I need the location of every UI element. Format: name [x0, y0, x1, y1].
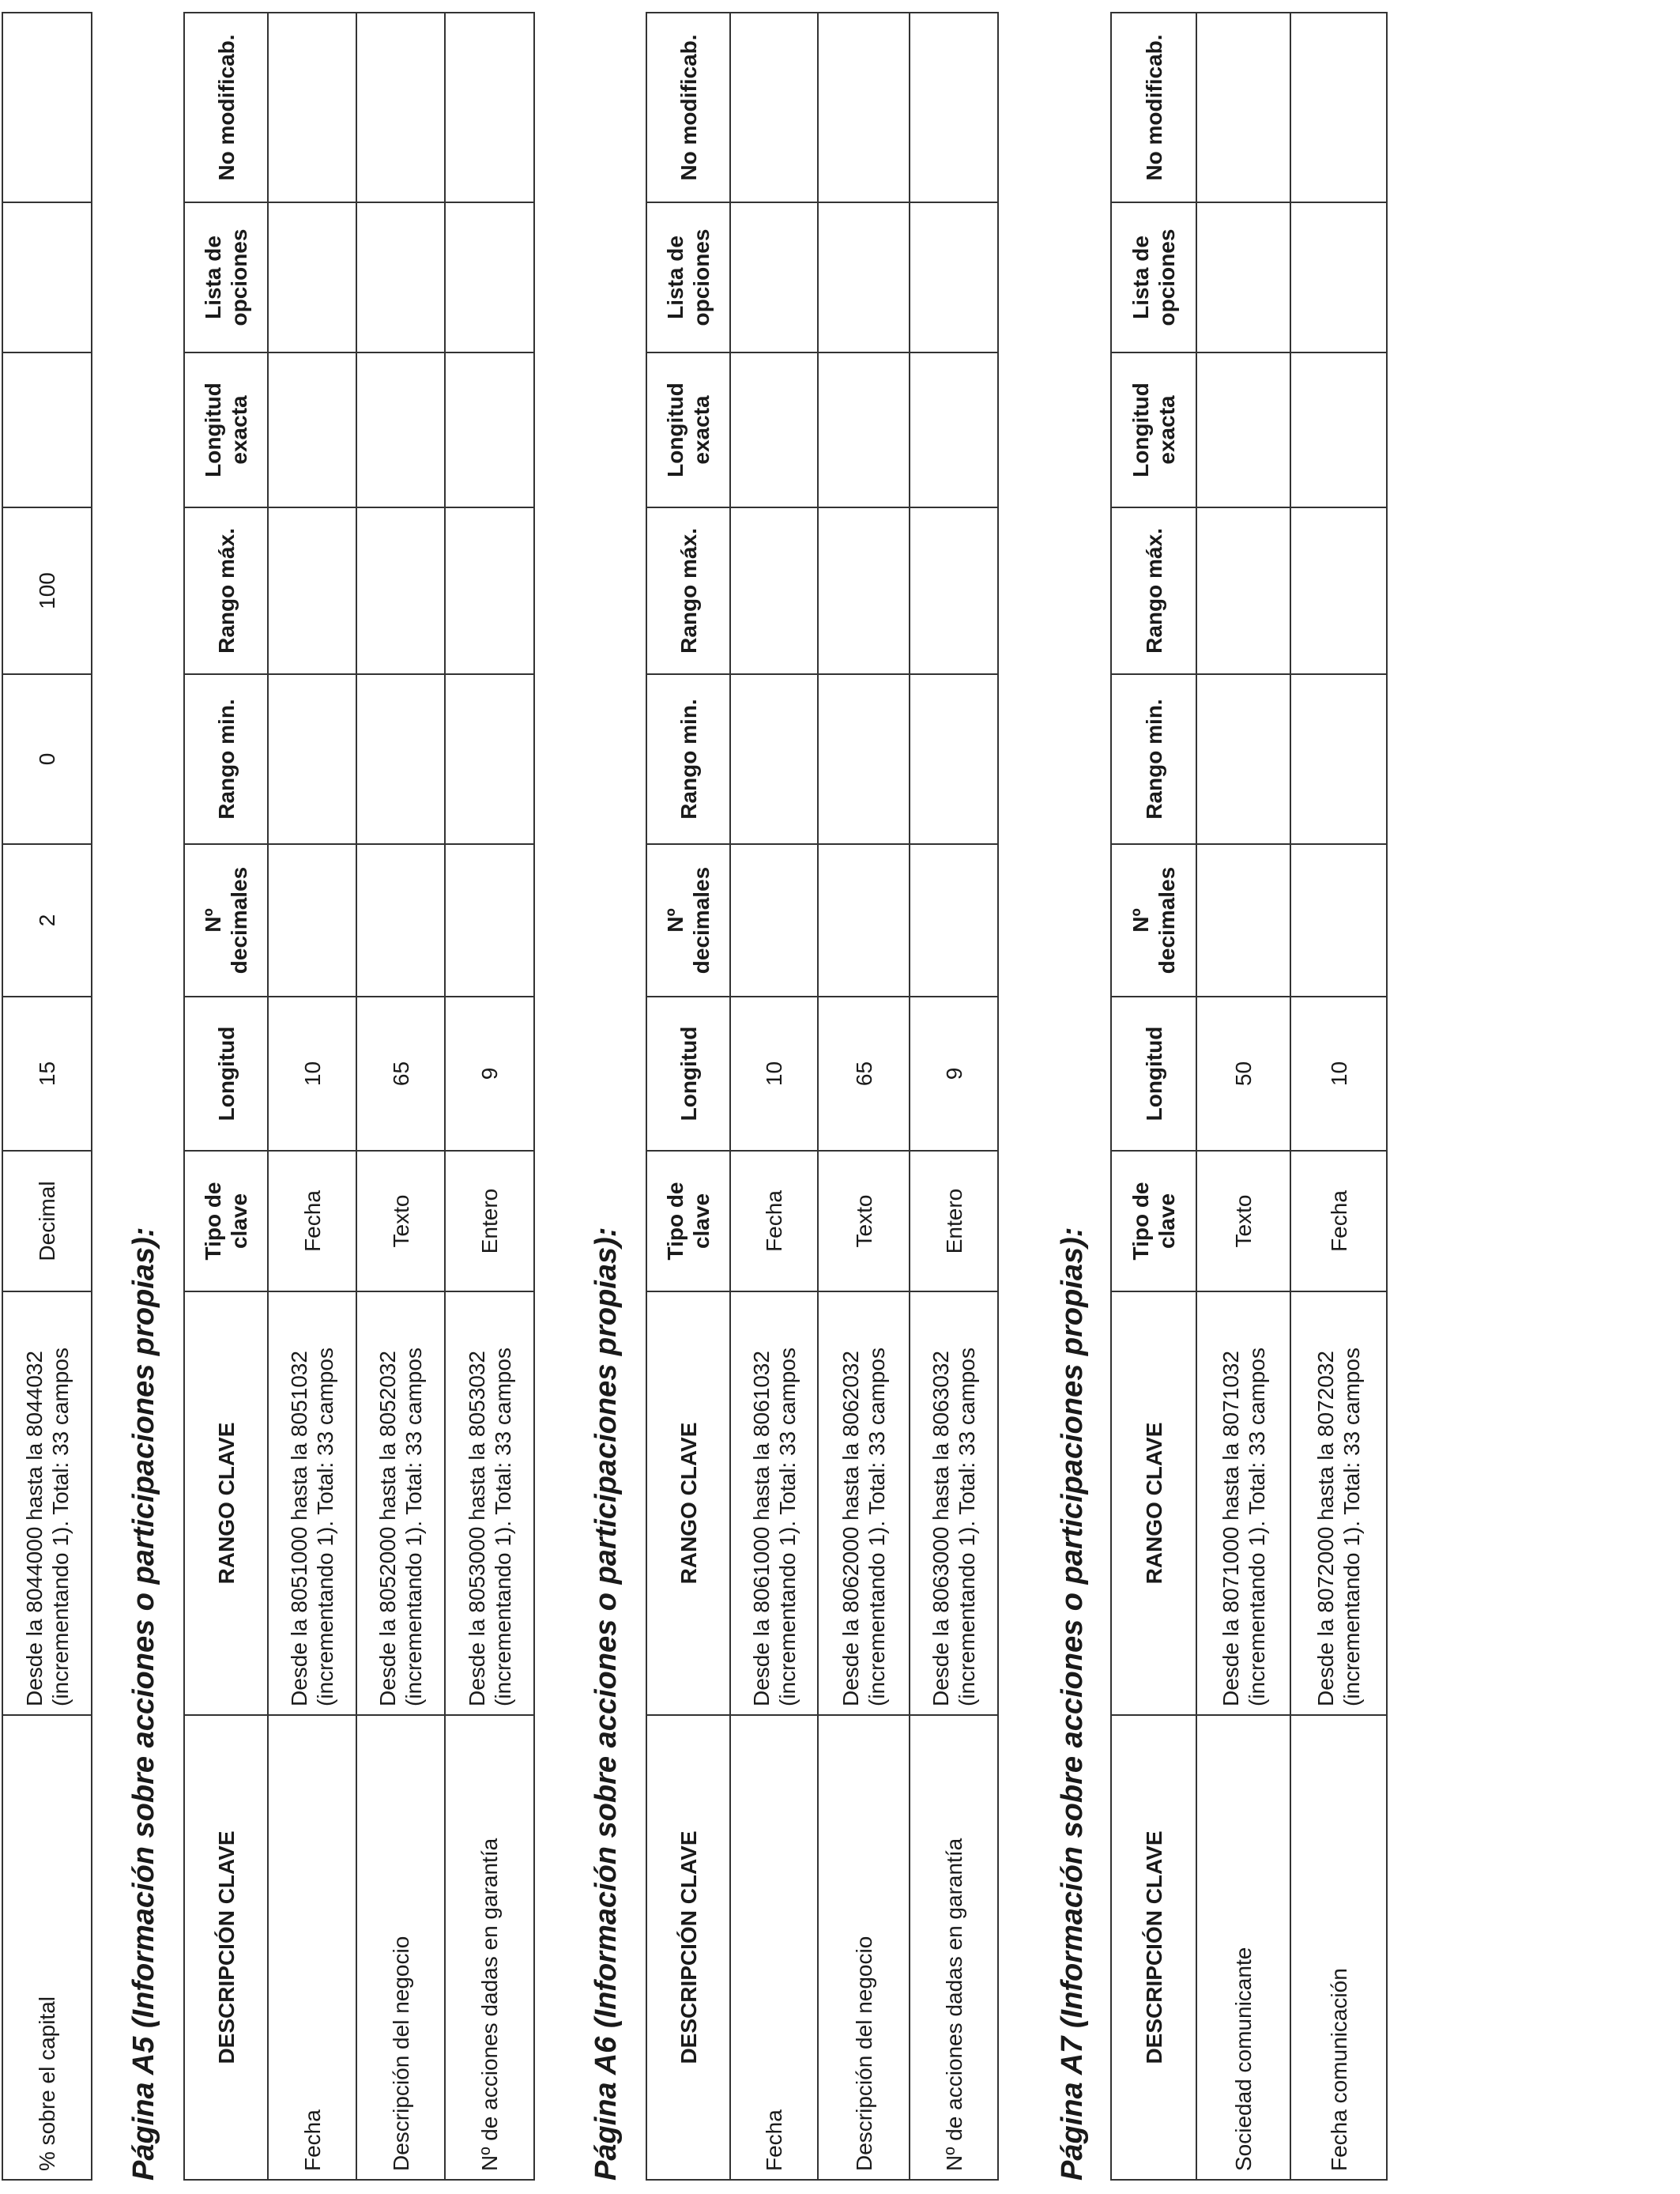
cell-decimales	[1196, 844, 1290, 997]
header-tipo: Tipo de clave	[1111, 1151, 1196, 1291]
header-rango-max: Rango máx.	[1111, 507, 1196, 674]
cell-longitud: 10	[730, 997, 818, 1151]
cell-tipo: Texto	[1196, 1151, 1290, 1291]
header-longitud-exacta: Longitud exacta	[646, 352, 730, 507]
header-tipo: Tipo de clave	[184, 1151, 268, 1291]
cell-tipo: Texto	[818, 1151, 910, 1291]
cell-longitud-exacta	[356, 352, 445, 507]
header-no-modificable: No modificab.	[184, 13, 268, 202]
cell-rango-max	[356, 507, 445, 674]
cell-descripcion: Nº de acciones dadas en garantía	[910, 1715, 998, 2180]
cell-rango-min	[356, 674, 445, 844]
cell-rango-min	[268, 674, 356, 844]
cell-rango-max	[730, 507, 818, 674]
cell-longitud: 65	[818, 997, 910, 1151]
header-decimales: Nº decimales	[646, 844, 730, 997]
cell-rango: Desde la 8062000 hasta la 8062032 (incrementando 1). Total: 33 campos	[818, 1291, 910, 1715]
cell-tipo: Fecha	[268, 1151, 356, 1291]
cell-longitud: 50	[1196, 997, 1290, 1151]
header-longitud-exacta: Longitud exacta	[184, 352, 268, 507]
cell-rango-min: 0	[2, 674, 92, 844]
cell-decimales	[268, 844, 356, 997]
cell-lista-opciones	[818, 202, 910, 352]
header-longitud: Longitud	[184, 997, 268, 1151]
cell-descripcion: Fecha	[268, 1715, 356, 2180]
table-a5	[183, 12, 535, 2181]
cell-rango-max	[1290, 507, 1387, 674]
cell-longitud: 10	[268, 997, 356, 1151]
cell-rango: Desde la 8071000 hasta la 8071032 (incrementando 1). Total: 33 campos	[1196, 1291, 1290, 1715]
cell-longitud: 15	[2, 997, 92, 1151]
table-header-row	[184, 13, 268, 2180]
cell-descripcion: Descripción del negocio	[818, 1715, 910, 2180]
cell-longitud-exacta	[1196, 352, 1290, 507]
cell-longitud-exacta	[2, 352, 92, 507]
cell-tipo: Entero	[445, 1151, 534, 1291]
cell-longitud-exacta	[268, 352, 356, 507]
cell-longitud-exacta	[445, 352, 534, 507]
header-no-modificable: No modificab.	[1111, 13, 1196, 202]
cell-decimales	[356, 844, 445, 997]
cell-lista-opciones	[268, 202, 356, 352]
header-descripcion: DESCRIPCIÓN CLAVE	[646, 1715, 730, 2180]
cell-no-modificable	[445, 13, 534, 202]
cell-rango-max	[268, 507, 356, 674]
table-row	[1196, 13, 1290, 2180]
table-row	[356, 13, 445, 2180]
header-lista-opciones: Lista de opciones	[646, 202, 730, 352]
header-lista-opciones: Lista de opciones	[1111, 202, 1196, 352]
cell-longitud-exacta	[730, 352, 818, 507]
table-a7	[1110, 12, 1388, 2181]
cell-no-modificable	[268, 13, 356, 202]
cell-no-modificable	[730, 13, 818, 202]
cell-rango: Desde la 8063000 hasta la 8063032 (incrementando 1). Total: 33 campos	[910, 1291, 998, 1715]
cell-no-modificable	[2, 13, 92, 202]
cell-no-modificable	[1290, 13, 1387, 202]
table-row	[1290, 13, 1387, 2180]
table-row	[818, 13, 910, 2180]
header-tipo: Tipo de clave	[646, 1151, 730, 1291]
table-header-row	[646, 13, 730, 2180]
cell-rango-min	[910, 674, 998, 844]
cell-tipo: Fecha	[730, 1151, 818, 1291]
cell-no-modificable	[1196, 13, 1290, 202]
table-row	[2, 13, 92, 2180]
header-descripcion: DESCRIPCIÓN CLAVE	[184, 1715, 268, 2180]
header-lista-opciones: Lista de opciones	[184, 202, 268, 352]
table-row	[730, 13, 818, 2180]
cell-lista-opciones	[445, 202, 534, 352]
cell-no-modificable	[818, 13, 910, 202]
cell-rango-min	[730, 674, 818, 844]
header-longitud-exacta: Longitud exacta	[1111, 352, 1196, 507]
header-descripcion: DESCRIPCIÓN CLAVE	[1111, 1715, 1196, 2180]
cell-rango: Desde la 8061000 hasta la 8061032 (incrementando 1). Total: 33 campos	[730, 1291, 818, 1715]
cell-rango-min	[818, 674, 910, 844]
cell-rango-max	[910, 507, 998, 674]
top-continuation-table	[2, 12, 92, 2181]
cell-decimales	[445, 844, 534, 997]
header-longitud: Longitud	[646, 997, 730, 1151]
cell-decimales: 2	[2, 844, 92, 997]
cell-longitud-exacta	[910, 352, 998, 507]
cell-descripcion: Sociedad comunicante	[1196, 1715, 1290, 2180]
cell-longitud-exacta	[818, 352, 910, 507]
cell-rango-max	[445, 507, 534, 674]
cell-longitud: 9	[910, 997, 998, 1151]
header-decimales: Nº decimales	[184, 844, 268, 997]
cell-longitud: 9	[445, 997, 534, 1151]
table-row	[268, 13, 356, 2180]
section-title-a7: Página A7 (Información sobre acciones o participaciones propias):	[1056, 1227, 1089, 2181]
cell-rango: Desde la 8044000 hasta la 8044032 (incrementando 1). Total: 33 campos	[2, 1291, 92, 1715]
header-rango-max: Rango máx.	[646, 507, 730, 674]
cell-no-modificable	[910, 13, 998, 202]
cell-descripcion: Descripción del negocio	[356, 1715, 445, 2180]
cell-rango-min	[1290, 674, 1387, 844]
section-title-a5: Página A5 (Información sobre acciones o participaciones propias):	[127, 1227, 160, 2181]
cell-rango: Desde la 8072000 hasta la 8072032 (incrementando 1). Total: 33 campos	[1290, 1291, 1387, 1715]
cell-lista-opciones	[2, 202, 92, 352]
cell-descripcion: Fecha	[730, 1715, 818, 2180]
cell-decimales	[730, 844, 818, 997]
table-a6	[646, 12, 999, 2181]
cell-tipo: Entero	[910, 1151, 998, 1291]
header-longitud: Longitud	[1111, 997, 1196, 1151]
cell-tipo: Texto	[356, 1151, 445, 1291]
cell-lista-opciones	[910, 202, 998, 352]
cell-longitud-exacta	[1290, 352, 1387, 507]
cell-tipo: Fecha	[1290, 1151, 1387, 1291]
cell-rango-min	[445, 674, 534, 844]
cell-tipo: Decimal	[2, 1151, 92, 1291]
header-rango: RANGO CLAVE	[184, 1291, 268, 1715]
header-rango-min: Rango min.	[1111, 674, 1196, 844]
cell-descripcion: Fecha comunicación	[1290, 1715, 1387, 2180]
cell-descripcion: Nº de acciones dadas en garantía	[445, 1715, 534, 2180]
cell-lista-opciones	[730, 202, 818, 352]
header-no-modificable: No modificab.	[646, 13, 730, 202]
table-header-row	[1111, 13, 1196, 2180]
cell-lista-opciones	[356, 202, 445, 352]
cell-decimales	[910, 844, 998, 997]
cell-lista-opciones	[1196, 202, 1290, 352]
header-decimales: Nº decimales	[1111, 844, 1196, 997]
header-rango: RANGO CLAVE	[1111, 1291, 1196, 1715]
header-rango-min: Rango min.	[184, 674, 268, 844]
cell-rango: Desde la 8052000 hasta la 8052032 (incrementando 1). Total: 33 campos	[356, 1291, 445, 1715]
cell-rango: Desde la 8051000 hasta la 8051032 (incrementando 1). Total: 33 campos	[268, 1291, 356, 1715]
cell-decimales	[818, 844, 910, 997]
cell-rango-min	[1196, 674, 1290, 844]
cell-lista-opciones	[1290, 202, 1387, 352]
cell-longitud: 10	[1290, 997, 1387, 1151]
cell-decimales	[1290, 844, 1387, 997]
table-row	[910, 13, 998, 2180]
cell-rango-max: 100	[2, 507, 92, 674]
header-rango: RANGO CLAVE	[646, 1291, 730, 1715]
cell-rango: Desde la 8053000 hasta la 8053032 (incrementando 1). Total: 33 campos	[445, 1291, 534, 1715]
cell-rango-max	[1196, 507, 1290, 674]
cell-longitud: 65	[356, 997, 445, 1151]
section-title-a6: Página A6 (Información sobre acciones o participaciones propias):	[590, 1227, 623, 2181]
table-row	[445, 13, 534, 2180]
header-rango-max: Rango máx.	[184, 507, 268, 674]
cell-no-modificable	[356, 13, 445, 202]
header-rango-min: Rango min.	[646, 674, 730, 844]
cell-descripcion: % sobre el capital	[2, 1715, 92, 2180]
cell-rango-max	[818, 507, 910, 674]
